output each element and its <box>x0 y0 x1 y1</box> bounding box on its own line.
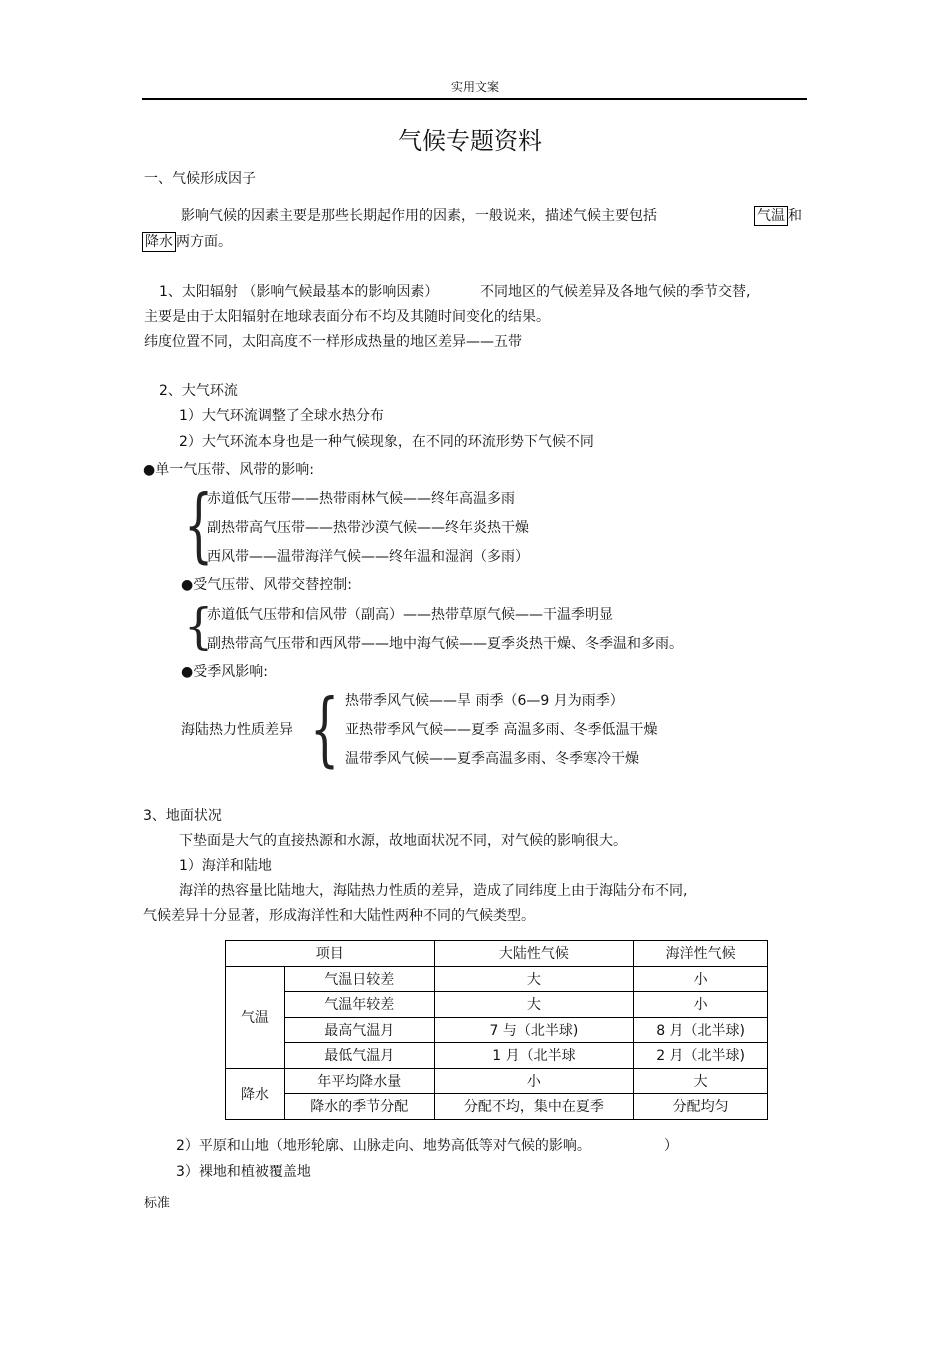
row-item: 最低气温月 <box>284 1043 434 1069</box>
keyword-precipitation: 降水 <box>142 232 176 252</box>
bullet3-line: 热带季风气候——旱 雨季（6—9 月为雨季） <box>345 693 624 709</box>
after-table-line1-close: ） <box>664 1138 678 1154</box>
intro-continuation <box>142 232 232 252</box>
bullet1-heading: ●单一气压带、风带的影响: <box>143 462 314 478</box>
bullet1-line: 西风带——温带海洋气候——终年温和湿润（多雨） <box>207 549 529 565</box>
bullet3-heading: ●受季风影响: <box>181 664 268 680</box>
bullet2-line: 赤道低气压带和信风带（副高）——热带草原气候——干温季明显 <box>207 607 613 623</box>
bullet2-brace: { <box>184 597 214 655</box>
row-continental: 大 <box>434 992 634 1018</box>
table-row <box>226 992 768 1018</box>
row-continental: 1 月（北半球 <box>434 1043 634 1069</box>
bullet3-line: 亚热带季风气候——夏季 高温多雨、冬季低温干燥 <box>345 722 658 738</box>
item1-line3: 纬度位置不同，太阳高度不一样形成热量的地区差异——五带 <box>144 334 522 350</box>
item3-p3: 海洋的热容量比陆地大，海陆热力性质的差异，造成了同纬度上由于海陆分布不同, <box>179 883 688 899</box>
item1-line1a: 1、太阳辐射 （影响气候最基本的影响因素） <box>159 284 439 300</box>
table-row <box>226 1017 768 1043</box>
intro-text: 影响气候的因素主要是那些长期起作用的因素，一般说来，描述气候主要包括 <box>181 208 657 224</box>
row-oceanic: 大 <box>634 1068 768 1094</box>
header-cell-oceanic: 海洋性气候 <box>634 941 768 967</box>
page-footer: 标准 <box>144 1196 171 1211</box>
row-oceanic: 分配均匀 <box>634 1094 768 1120</box>
row-item: 最高气温月 <box>284 1017 434 1043</box>
intro-keywords <box>754 206 802 226</box>
bullet1-line: 赤道低气压带——热带雨林气候——终年高温多雨 <box>207 491 515 507</box>
row-oceanic: 小 <box>634 992 768 1018</box>
section1-heading: 一、气候形成因子 <box>144 171 256 187</box>
bullet1-line: 副热带高气压带——热带沙漠气候——终年炎热干燥 <box>207 520 529 536</box>
page-header: 实用文案 <box>450 80 499 94</box>
header-cell-item: 项目 <box>226 941 435 967</box>
bullet3-line: 温带季风气候——夏季高温多雨、冬季寒冷干燥 <box>345 751 639 767</box>
row-oceanic: 8 月（北半球) <box>634 1017 768 1043</box>
item3-p1: 下垫面是大气的直接热源和水源，故地面状况不同，对气候的影响很大。 <box>179 833 627 849</box>
keyword-temperature: 气温 <box>754 206 788 226</box>
intro-tail: 两方面。 <box>176 234 232 250</box>
bullet1-brace: { <box>184 477 214 572</box>
bullet2-line: 副热带高气压带和西风带——地中海气候——夏季炎热干燥、冬季温和多雨。 <box>207 636 683 652</box>
row-oceanic: 2 月（北半球) <box>634 1043 768 1069</box>
item3-heading: 3、地面状况 <box>143 808 222 824</box>
climate-comparison-table <box>225 940 768 1120</box>
item2-p1: 1）大气环流调整了全球水热分布 <box>179 408 384 424</box>
group-cell-precipitation: 降水 <box>226 1068 285 1119</box>
bullet3-brace: { <box>310 681 340 776</box>
row-item: 气温日较差 <box>284 966 434 992</box>
table-header-row <box>226 941 768 967</box>
item3-p4: 气候差异十分显著，形成海洋性和大陆性两种不同的气候类型。 <box>143 908 535 924</box>
row-oceanic: 小 <box>634 966 768 992</box>
item3-p2: 1）海洋和陆地 <box>179 858 272 874</box>
row-continental: 小 <box>434 1068 634 1094</box>
after-table-line2: 3）裸地和植被覆盖地 <box>176 1164 311 1180</box>
table-row <box>226 966 768 992</box>
table-row <box>226 1094 768 1120</box>
row-item: 降水的季节分配 <box>284 1094 434 1120</box>
row-item: 年平均降水量 <box>284 1068 434 1094</box>
row-continental: 分配不均，集中在夏季 <box>434 1094 634 1120</box>
after-table-line1: 2）平原和山地（地形轮廓、山脉走向、地势高低等对气候的影响。 <box>176 1138 591 1154</box>
row-item: 气温年较差 <box>284 992 434 1018</box>
bullet2-heading: ●受气压带、风带交替控制: <box>181 577 352 593</box>
and-text: 和 <box>788 208 802 224</box>
header-rule <box>142 98 807 100</box>
item2-p2: 2）大气环流本身也是一种气候现象，在不同的环流形势下气候不同 <box>179 434 594 450</box>
group-cell-temperature: 气温 <box>226 966 285 1068</box>
table-row <box>226 1068 768 1094</box>
bullet3-label: 海陆热力性质差异 <box>181 722 293 738</box>
table-row <box>226 1043 768 1069</box>
page-title: 气候专题资料 <box>398 127 542 155</box>
row-continental: 7 与（北半球) <box>434 1017 634 1043</box>
item1-line1b: 不同地区的气候差异及各地气候的季节交替, <box>480 284 751 300</box>
row-continental: 大 <box>434 966 634 992</box>
item1-line2: 主要是由于太阳辐射在地球表面分布不均及其随时间变化的结果。 <box>144 309 550 325</box>
header-cell-continental: 大陆性气候 <box>434 941 634 967</box>
item2-heading: 2、大气环流 <box>159 383 238 399</box>
